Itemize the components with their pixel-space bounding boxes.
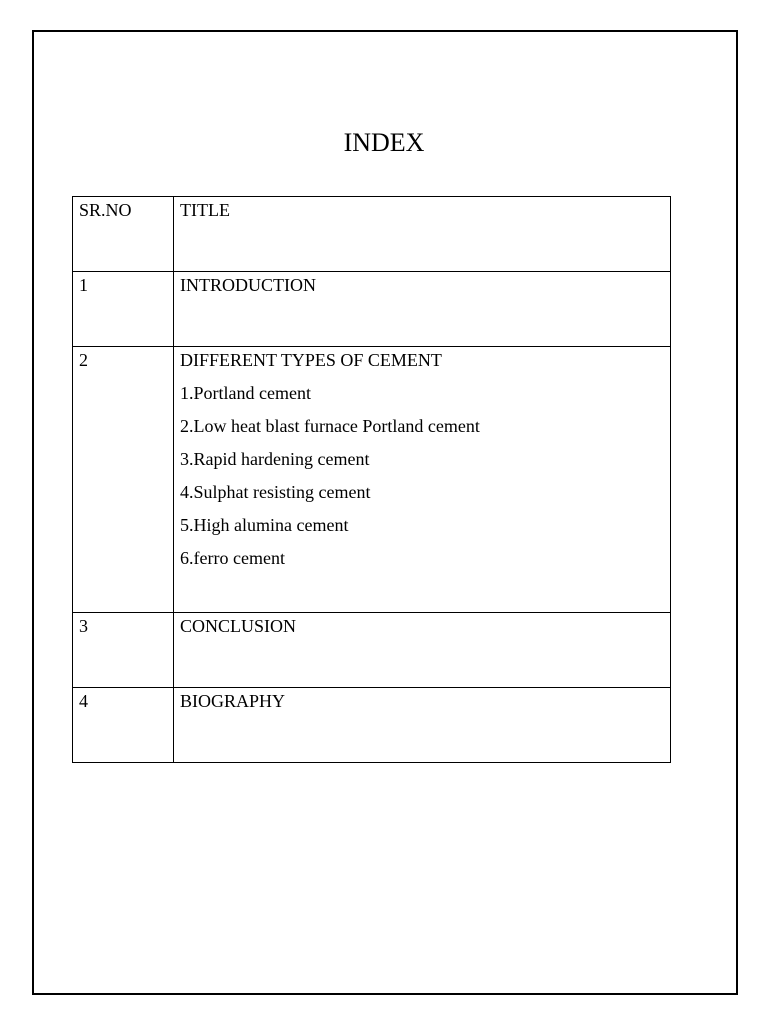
list-item: 4.Sulphat resisting cement — [180, 482, 371, 502]
srno-value: 4 — [79, 691, 88, 711]
srno-value: 2 — [79, 350, 88, 370]
list-item: 1.Portland cement — [180, 383, 311, 403]
cement-types-list — [180, 382, 664, 569]
table-row — [73, 688, 671, 763]
list-item: 2.Low heat blast furnace Portland cement — [180, 416, 480, 436]
title-cell — [174, 272, 671, 347]
table-row — [73, 272, 671, 347]
header-srno-label: SR.NO — [79, 200, 132, 220]
srno-value: 3 — [79, 616, 88, 636]
page-title: INDEX — [343, 128, 425, 157]
srno-cell — [73, 272, 174, 347]
title-value: INTRODUCTION — [180, 275, 316, 295]
title-value: BIOGRAPHY — [180, 691, 286, 711]
list-item: 6.ferro cement — [180, 548, 285, 568]
list-item: 5.High alumina cement — [180, 515, 349, 535]
title-value: DIFFERENT TYPES OF CEMENT — [180, 350, 442, 370]
index-table — [72, 196, 671, 763]
table-row — [73, 613, 671, 688]
header-cell-srno — [73, 197, 174, 272]
title-value: CONCLUSION — [180, 616, 297, 636]
srno-value: 1 — [79, 275, 88, 295]
srno-cell — [73, 688, 174, 763]
table-row — [73, 347, 671, 613]
table-header-row — [73, 197, 671, 272]
header-title-label: TITLE — [180, 200, 230, 220]
title-cell — [174, 688, 671, 763]
title-cell — [174, 613, 671, 688]
header-cell-title — [174, 197, 671, 272]
title-cell — [174, 347, 671, 613]
srno-cell — [73, 347, 174, 613]
list-item: 3.Rapid hardening cement — [180, 449, 370, 469]
srno-cell — [73, 613, 174, 688]
